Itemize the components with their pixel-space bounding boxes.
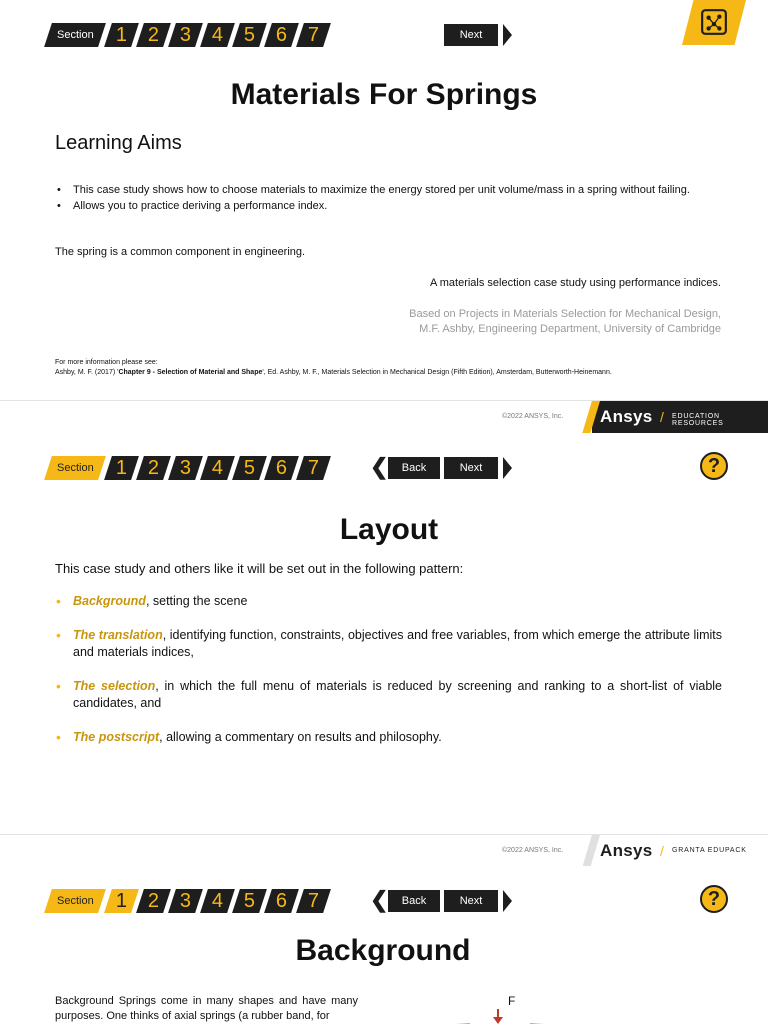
brand-tagline: GRANTA EDUPACK <box>672 847 747 854</box>
section-4-button[interactable]: 4 <box>200 456 235 480</box>
footer <box>0 400 768 433</box>
page-title: Materials For Springs <box>230 78 538 111</box>
section-nav <box>48 888 332 914</box>
chevron-left-icon: ❮ <box>370 454 389 479</box>
background-text: Background Springs come in many shapes and have many purposes. One thinks of axial springs (a rubber band, for <box>55 995 358 1022</box>
section-3-button[interactable]: 3 <box>168 456 203 480</box>
section-nav <box>48 22 332 48</box>
section-3-button[interactable]: 3 <box>168 889 203 913</box>
list-item: • Background, setting the scene <box>55 593 722 610</box>
ansys-brand: Ansys / EDUCATION RESOURCES <box>592 401 768 433</box>
section-2-button[interactable]: 2 <box>136 889 171 913</box>
help-icon[interactable]: ? <box>700 885 728 913</box>
section-7-button[interactable]: 7 <box>296 23 331 47</box>
section-1-button[interactable]: 1 <box>104 23 139 47</box>
section-button[interactable]: Section <box>44 23 106 47</box>
next-button[interactable]: Next <box>444 24 498 46</box>
list-item: • Allows you to practice deriving a performance index. <box>55 199 715 214</box>
slide-layout <box>0 433 768 866</box>
brand-slash <box>582 401 600 433</box>
section-5-button[interactable]: 5 <box>232 456 267 480</box>
chevron-left-icon: ❮ <box>370 887 389 912</box>
section-6-button[interactable]: 6 <box>264 889 299 913</box>
section-5-button[interactable]: 5 <box>232 23 267 47</box>
slide-materials-for-springs <box>0 0 768 433</box>
learning-aims-list <box>55 183 715 215</box>
ansys-logo-icon[interactable] <box>682 0 746 45</box>
help-icon[interactable]: ? <box>700 452 728 480</box>
case-note: A materials selection case study using performance indices. <box>429 277 721 289</box>
subtitle: Learning Aims <box>55 132 182 154</box>
back-button[interactable]: ❮ Back <box>388 890 440 912</box>
based-on-line-2: M.F. Ashby, Engineering Department, University of Cambridge <box>419 323 721 335</box>
spring-figure <box>410 991 610 1024</box>
section-7-button[interactable]: 7 <box>296 456 331 480</box>
page-title: Layout <box>339 513 439 546</box>
section-6-button[interactable]: 6 <box>264 23 299 47</box>
ansys-brand: Ansys / GRANTA EDUPACK <box>592 835 768 866</box>
network-icon <box>700 8 728 36</box>
slide-background <box>0 866 768 1024</box>
brand-tagline: EDUCATION RESOURCES <box>672 413 724 427</box>
section-2-button[interactable]: 2 <box>136 456 171 480</box>
section-6-button[interactable]: 6 <box>264 456 299 480</box>
page-title: Background <box>295 934 471 967</box>
section-1-button[interactable]: 1 <box>104 456 139 480</box>
list-item: • The postscript, allowing a commentary on results and philosophy. <box>55 729 722 746</box>
copyright: ©2022 ANSYS, Inc. <box>502 413 564 420</box>
force-arrow-icon <box>493 1009 503 1024</box>
list-item: • The selection, in which the full menu of materials is reduced by screening and ranking to a short-list of viable candidates, and <box>55 678 722 712</box>
force-label: F <box>508 994 516 1008</box>
intro-text: This case study and others like it will be set out in the following pattern: <box>55 561 464 576</box>
section-3-button[interactable]: 3 <box>168 23 203 47</box>
section-4-button[interactable]: 4 <box>200 889 235 913</box>
intro-text: The spring is a common component in engineering. <box>55 246 306 258</box>
back-button[interactable]: ❮ Back <box>388 457 440 479</box>
copyright: ©2022 ANSYS, Inc. <box>502 847 564 854</box>
based-on-line-1: Based on Projects in Materials Selection for Mechanical Design, <box>409 308 721 320</box>
section-button[interactable]: Section <box>44 889 106 913</box>
section-5-button[interactable]: 5 <box>232 889 267 913</box>
brand-slash <box>582 835 600 866</box>
section-1-button[interactable]: 1 <box>104 889 139 913</box>
next-button[interactable]: Next <box>444 890 498 912</box>
section-2-button[interactable]: 2 <box>136 23 171 47</box>
section-nav <box>48 455 332 481</box>
next-button[interactable]: Next <box>444 457 498 479</box>
section-7-button[interactable]: 7 <box>296 889 331 913</box>
ansys-logo: Ansys <box>600 407 653 426</box>
reference: Ashby, M. F. (2017) 'Chapter 9 - Selection of Material and Shape', Ed. Ashby, M. F., Materials Selection in Mechanical Design (Fifth Edition), Amsterdam, Butterworth-Heinemann. <box>55 369 612 376</box>
section-button[interactable]: Section <box>44 456 106 480</box>
list-item: • This case study shows how to choose materials to maximize the energy stored per unit volume/mass in a spring without failing. <box>55 183 715 198</box>
footer <box>0 834 768 866</box>
section-4-button[interactable]: 4 <box>200 23 235 47</box>
ansys-logo: Ansys <box>600 841 653 860</box>
list-item: • The translation, identifying function, constraints, objectives and free variables, from which emerge the attribute limits and materials indices, <box>55 627 722 661</box>
layout-list <box>55 593 722 763</box>
more-info-label: For more information please see: <box>55 359 158 366</box>
